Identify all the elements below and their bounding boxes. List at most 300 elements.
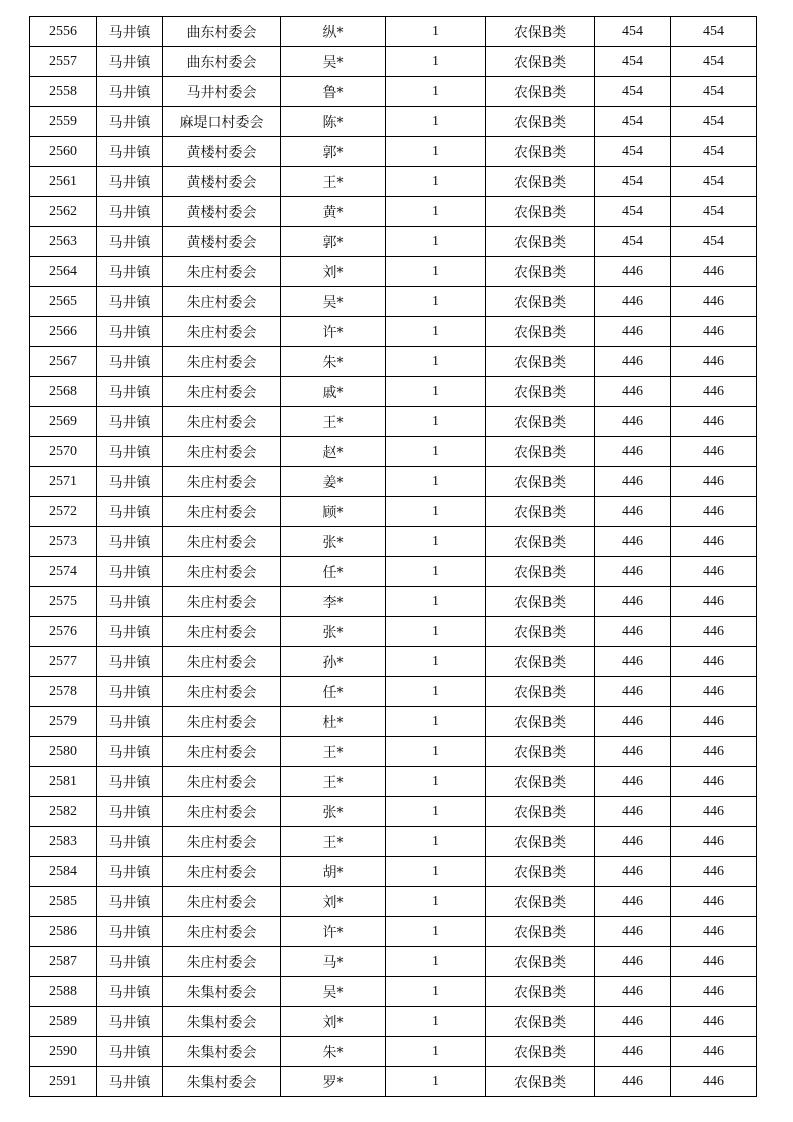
total-amount-cell: 446 <box>671 677 757 707</box>
count-cell: 1 <box>386 197 486 227</box>
amount-cell: 446 <box>595 527 671 557</box>
amount-cell: 454 <box>595 77 671 107</box>
village-committee-cell: 朱庄村委会 <box>163 257 281 287</box>
count-cell: 1 <box>386 647 486 677</box>
insurance-category-cell: 农保B类 <box>486 887 595 917</box>
town-name-cell: 马井镇 <box>97 287 163 317</box>
count-cell: 1 <box>386 347 486 377</box>
total-amount-cell: 454 <box>671 227 757 257</box>
table-row <box>30 797 757 827</box>
table-row <box>30 347 757 377</box>
count-cell: 1 <box>386 917 486 947</box>
town-name-cell: 马井镇 <box>97 227 163 257</box>
amount-cell: 446 <box>595 707 671 737</box>
table-row <box>30 137 757 167</box>
amount-cell: 446 <box>595 617 671 647</box>
total-amount-cell: 446 <box>671 1007 757 1037</box>
row-number-cell: 2581 <box>30 767 97 797</box>
town-name-cell: 马井镇 <box>97 557 163 587</box>
insurance-category-cell: 农保B类 <box>486 707 595 737</box>
insurance-category-cell: 农保B类 <box>486 407 595 437</box>
total-amount-cell: 446 <box>671 407 757 437</box>
row-number-cell: 2589 <box>30 1007 97 1037</box>
table-row <box>30 647 757 677</box>
insurance-category-cell: 农保B类 <box>486 857 595 887</box>
count-cell: 1 <box>386 77 486 107</box>
insurance-category-cell: 农保B类 <box>486 767 595 797</box>
row-number-cell: 2569 <box>30 407 97 437</box>
total-amount-cell: 446 <box>671 827 757 857</box>
row-number-cell: 2564 <box>30 257 97 287</box>
amount-cell: 446 <box>595 887 671 917</box>
count-cell: 1 <box>386 287 486 317</box>
village-committee-cell: 朱庄村委会 <box>163 377 281 407</box>
village-committee-cell: 马井村委会 <box>163 77 281 107</box>
person-name-cell: 许* <box>281 317 386 347</box>
town-name-cell: 马井镇 <box>97 767 163 797</box>
row-number-cell: 2576 <box>30 617 97 647</box>
insurance-category-cell: 农保B类 <box>486 437 595 467</box>
count-cell: 1 <box>386 1037 486 1067</box>
village-committee-cell: 朱庄村委会 <box>163 947 281 977</box>
town-name-cell: 马井镇 <box>97 77 163 107</box>
town-name-cell: 马井镇 <box>97 107 163 137</box>
village-committee-cell: 朱庄村委会 <box>163 587 281 617</box>
count-cell: 1 <box>386 227 486 257</box>
table-row <box>30 317 757 347</box>
village-committee-cell: 朱庄村委会 <box>163 467 281 497</box>
village-committee-cell: 朱庄村委会 <box>163 527 281 557</box>
insurance-category-cell: 农保B类 <box>486 737 595 767</box>
count-cell: 1 <box>386 377 486 407</box>
count-cell: 1 <box>386 827 486 857</box>
person-name-cell: 王* <box>281 407 386 437</box>
insurance-category-cell: 农保B类 <box>486 197 595 227</box>
insurance-category-cell: 农保B类 <box>486 647 595 677</box>
total-amount-cell: 454 <box>671 47 757 77</box>
town-name-cell: 马井镇 <box>97 707 163 737</box>
amount-cell: 446 <box>595 677 671 707</box>
village-committee-cell: 朱集村委会 <box>163 977 281 1007</box>
village-committee-cell: 朱庄村委会 <box>163 437 281 467</box>
person-name-cell: 戚* <box>281 377 386 407</box>
person-name-cell: 王* <box>281 167 386 197</box>
person-name-cell: 陈* <box>281 107 386 137</box>
town-name-cell: 马井镇 <box>97 17 163 47</box>
person-name-cell: 胡* <box>281 857 386 887</box>
amount-cell: 446 <box>595 407 671 437</box>
town-name-cell: 马井镇 <box>97 197 163 227</box>
insurance-category-cell: 农保B类 <box>486 227 595 257</box>
total-amount-cell: 446 <box>671 347 757 377</box>
count-cell: 1 <box>386 137 486 167</box>
total-amount-cell: 446 <box>671 737 757 767</box>
row-number-cell: 2591 <box>30 1067 97 1097</box>
count-cell: 1 <box>386 257 486 287</box>
village-committee-cell: 朱庄村委会 <box>163 617 281 647</box>
town-name-cell: 马井镇 <box>97 1037 163 1067</box>
table-row <box>30 227 757 257</box>
count-cell: 1 <box>386 527 486 557</box>
insurance-category-cell: 农保B类 <box>486 167 595 197</box>
insurance-category-cell: 农保B类 <box>486 107 595 137</box>
count-cell: 1 <box>386 47 486 77</box>
total-amount-cell: 446 <box>671 797 757 827</box>
person-name-cell: 王* <box>281 767 386 797</box>
table-row <box>30 167 757 197</box>
village-committee-cell: 朱庄村委会 <box>163 347 281 377</box>
amount-cell: 454 <box>595 17 671 47</box>
amount-cell: 454 <box>595 47 671 77</box>
person-name-cell: 顾* <box>281 497 386 527</box>
count-cell: 1 <box>386 107 486 137</box>
count-cell: 1 <box>386 317 486 347</box>
town-name-cell: 马井镇 <box>97 917 163 947</box>
row-number-cell: 2568 <box>30 377 97 407</box>
village-committee-cell: 朱庄村委会 <box>163 557 281 587</box>
total-amount-cell: 446 <box>671 527 757 557</box>
village-committee-cell: 朱庄村委会 <box>163 707 281 737</box>
person-name-cell: 姜* <box>281 467 386 497</box>
town-name-cell: 马井镇 <box>97 797 163 827</box>
amount-cell: 446 <box>595 947 671 977</box>
benefit-roster-table <box>29 16 757 1097</box>
table-row <box>30 1037 757 1067</box>
table-row <box>30 767 757 797</box>
town-name-cell: 马井镇 <box>97 617 163 647</box>
person-name-cell: 吴* <box>281 977 386 1007</box>
person-name-cell: 黄* <box>281 197 386 227</box>
total-amount-cell: 446 <box>671 557 757 587</box>
insurance-category-cell: 农保B类 <box>486 47 595 77</box>
town-name-cell: 马井镇 <box>97 347 163 377</box>
table-row <box>30 707 757 737</box>
town-name-cell: 马井镇 <box>97 257 163 287</box>
town-name-cell: 马井镇 <box>97 317 163 347</box>
table-row <box>30 557 757 587</box>
insurance-category-cell: 农保B类 <box>486 377 595 407</box>
insurance-category-cell: 农保B类 <box>486 287 595 317</box>
row-number-cell: 2571 <box>30 467 97 497</box>
total-amount-cell: 446 <box>671 947 757 977</box>
person-name-cell: 任* <box>281 557 386 587</box>
total-amount-cell: 446 <box>671 257 757 287</box>
village-committee-cell: 朱庄村委会 <box>163 827 281 857</box>
row-number-cell: 2578 <box>30 677 97 707</box>
insurance-category-cell: 农保B类 <box>486 827 595 857</box>
insurance-category-cell: 农保B类 <box>486 137 595 167</box>
count-cell: 1 <box>386 977 486 1007</box>
village-committee-cell: 朱庄村委会 <box>163 737 281 767</box>
town-name-cell: 马井镇 <box>97 1067 163 1097</box>
person-name-cell: 刘* <box>281 257 386 287</box>
table-row <box>30 737 757 767</box>
person-name-cell: 罗* <box>281 1067 386 1097</box>
amount-cell: 454 <box>595 137 671 167</box>
table-row <box>30 437 757 467</box>
total-amount-cell: 454 <box>671 17 757 47</box>
village-committee-cell: 朱集村委会 <box>163 1067 281 1097</box>
amount-cell: 446 <box>595 767 671 797</box>
total-amount-cell: 446 <box>671 887 757 917</box>
amount-cell: 454 <box>595 167 671 197</box>
person-name-cell: 朱* <box>281 347 386 377</box>
table-row <box>30 47 757 77</box>
row-number-cell: 2561 <box>30 167 97 197</box>
total-amount-cell: 446 <box>671 917 757 947</box>
total-amount-cell: 446 <box>671 587 757 617</box>
count-cell: 1 <box>386 437 486 467</box>
insurance-category-cell: 农保B类 <box>486 977 595 1007</box>
total-amount-cell: 446 <box>671 707 757 737</box>
row-number-cell: 2577 <box>30 647 97 677</box>
table-row <box>30 407 757 437</box>
village-committee-cell: 朱庄村委会 <box>163 647 281 677</box>
count-cell: 1 <box>386 887 486 917</box>
table-row <box>30 467 757 497</box>
table-row <box>30 107 757 137</box>
village-committee-cell: 朱庄村委会 <box>163 497 281 527</box>
person-name-cell: 张* <box>281 527 386 557</box>
town-name-cell: 马井镇 <box>97 857 163 887</box>
table-row <box>30 17 757 47</box>
row-number-cell: 2560 <box>30 137 97 167</box>
count-cell: 1 <box>386 17 486 47</box>
row-number-cell: 2572 <box>30 497 97 527</box>
table-row <box>30 947 757 977</box>
person-name-cell: 张* <box>281 617 386 647</box>
table-row <box>30 617 757 647</box>
table-row <box>30 677 757 707</box>
row-number-cell: 2586 <box>30 917 97 947</box>
village-committee-cell: 朱庄村委会 <box>163 767 281 797</box>
person-name-cell: 吴* <box>281 47 386 77</box>
row-number-cell: 2584 <box>30 857 97 887</box>
row-number-cell: 2574 <box>30 557 97 587</box>
town-name-cell: 马井镇 <box>97 497 163 527</box>
insurance-category-cell: 农保B类 <box>486 467 595 497</box>
amount-cell: 446 <box>595 467 671 497</box>
amount-cell: 446 <box>595 587 671 617</box>
insurance-category-cell: 农保B类 <box>486 1067 595 1097</box>
village-committee-cell: 朱庄村委会 <box>163 797 281 827</box>
row-number-cell: 2579 <box>30 707 97 737</box>
town-name-cell: 马井镇 <box>97 887 163 917</box>
town-name-cell: 马井镇 <box>97 1007 163 1037</box>
person-name-cell: 吴* <box>281 287 386 317</box>
total-amount-cell: 446 <box>671 647 757 677</box>
town-name-cell: 马井镇 <box>97 647 163 677</box>
amount-cell: 446 <box>595 1007 671 1037</box>
village-committee-cell: 朱集村委会 <box>163 1007 281 1037</box>
town-name-cell: 马井镇 <box>97 737 163 767</box>
insurance-category-cell: 农保B类 <box>486 347 595 377</box>
total-amount-cell: 446 <box>671 1067 757 1097</box>
person-name-cell: 孙* <box>281 647 386 677</box>
table-row <box>30 197 757 227</box>
amount-cell: 454 <box>595 227 671 257</box>
amount-cell: 446 <box>595 857 671 887</box>
town-name-cell: 马井镇 <box>97 407 163 437</box>
person-name-cell: 纵* <box>281 17 386 47</box>
amount-cell: 446 <box>595 497 671 527</box>
table-row <box>30 527 757 557</box>
total-amount-cell: 454 <box>671 137 757 167</box>
village-committee-cell: 麻堤口村委会 <box>163 107 281 137</box>
count-cell: 1 <box>386 797 486 827</box>
count-cell: 1 <box>386 407 486 437</box>
row-number-cell: 2570 <box>30 437 97 467</box>
total-amount-cell: 446 <box>671 287 757 317</box>
person-name-cell: 郭* <box>281 137 386 167</box>
row-number-cell: 2557 <box>30 47 97 77</box>
amount-cell: 446 <box>595 827 671 857</box>
amount-cell: 454 <box>595 197 671 227</box>
insurance-category-cell: 农保B类 <box>486 677 595 707</box>
count-cell: 1 <box>386 467 486 497</box>
total-amount-cell: 446 <box>671 467 757 497</box>
village-committee-cell: 黄楼村委会 <box>163 137 281 167</box>
amount-cell: 446 <box>595 977 671 1007</box>
total-amount-cell: 446 <box>671 317 757 347</box>
person-name-cell: 刘* <box>281 1007 386 1037</box>
total-amount-cell: 454 <box>671 77 757 107</box>
person-name-cell: 杜* <box>281 707 386 737</box>
count-cell: 1 <box>386 737 486 767</box>
table-row <box>30 497 757 527</box>
total-amount-cell: 446 <box>671 497 757 527</box>
village-committee-cell: 朱庄村委会 <box>163 677 281 707</box>
row-number-cell: 2559 <box>30 107 97 137</box>
insurance-category-cell: 农保B类 <box>486 77 595 107</box>
row-number-cell: 2567 <box>30 347 97 377</box>
count-cell: 1 <box>386 587 486 617</box>
total-amount-cell: 446 <box>671 977 757 1007</box>
total-amount-cell: 446 <box>671 437 757 467</box>
person-name-cell: 朱* <box>281 1037 386 1067</box>
row-number-cell: 2585 <box>30 887 97 917</box>
person-name-cell: 王* <box>281 827 386 857</box>
village-committee-cell: 朱庄村委会 <box>163 917 281 947</box>
insurance-category-cell: 农保B类 <box>486 497 595 527</box>
table-row <box>30 587 757 617</box>
insurance-category-cell: 农保B类 <box>486 257 595 287</box>
table-row <box>30 857 757 887</box>
row-number-cell: 2588 <box>30 977 97 1007</box>
table-row <box>30 1007 757 1037</box>
amount-cell: 446 <box>595 557 671 587</box>
row-number-cell: 2587 <box>30 947 97 977</box>
village-committee-cell: 朱庄村委会 <box>163 317 281 347</box>
row-number-cell: 2573 <box>30 527 97 557</box>
village-committee-cell: 曲东村委会 <box>163 17 281 47</box>
table-row <box>30 77 757 107</box>
table-row <box>30 257 757 287</box>
town-name-cell: 马井镇 <box>97 47 163 77</box>
amount-cell: 446 <box>595 317 671 347</box>
amount-cell: 446 <box>595 797 671 827</box>
village-committee-cell: 朱集村委会 <box>163 1037 281 1067</box>
person-name-cell: 马* <box>281 947 386 977</box>
count-cell: 1 <box>386 1007 486 1037</box>
amount-cell: 454 <box>595 107 671 137</box>
town-name-cell: 马井镇 <box>97 527 163 557</box>
town-name-cell: 马井镇 <box>97 467 163 497</box>
amount-cell: 446 <box>595 917 671 947</box>
row-number-cell: 2565 <box>30 287 97 317</box>
town-name-cell: 马井镇 <box>97 677 163 707</box>
row-number-cell: 2556 <box>30 17 97 47</box>
town-name-cell: 马井镇 <box>97 827 163 857</box>
town-name-cell: 马井镇 <box>97 947 163 977</box>
amount-cell: 446 <box>595 647 671 677</box>
row-number-cell: 2582 <box>30 797 97 827</box>
amount-cell: 446 <box>595 377 671 407</box>
table-row <box>30 917 757 947</box>
count-cell: 1 <box>386 857 486 887</box>
count-cell: 1 <box>386 677 486 707</box>
count-cell: 1 <box>386 617 486 647</box>
total-amount-cell: 446 <box>671 857 757 887</box>
table-row <box>30 377 757 407</box>
insurance-category-cell: 农保B类 <box>486 1007 595 1037</box>
table-row <box>30 1067 757 1097</box>
amount-cell: 446 <box>595 257 671 287</box>
insurance-category-cell: 农保B类 <box>486 557 595 587</box>
person-name-cell: 刘* <box>281 887 386 917</box>
insurance-category-cell: 农保B类 <box>486 917 595 947</box>
person-name-cell: 王* <box>281 737 386 767</box>
total-amount-cell: 454 <box>671 197 757 227</box>
town-name-cell: 马井镇 <box>97 377 163 407</box>
insurance-category-cell: 农保B类 <box>486 527 595 557</box>
person-name-cell: 郭* <box>281 227 386 257</box>
table-row <box>30 287 757 317</box>
amount-cell: 446 <box>595 437 671 467</box>
row-number-cell: 2558 <box>30 77 97 107</box>
row-number-cell: 2590 <box>30 1037 97 1067</box>
total-amount-cell: 454 <box>671 167 757 197</box>
person-name-cell: 李* <box>281 587 386 617</box>
town-name-cell: 马井镇 <box>97 167 163 197</box>
town-name-cell: 马井镇 <box>97 587 163 617</box>
insurance-category-cell: 农保B类 <box>486 317 595 347</box>
village-committee-cell: 朱庄村委会 <box>163 287 281 317</box>
town-name-cell: 马井镇 <box>97 437 163 467</box>
village-committee-cell: 黄楼村委会 <box>163 227 281 257</box>
person-name-cell: 任* <box>281 677 386 707</box>
person-name-cell: 赵* <box>281 437 386 467</box>
table-row <box>30 887 757 917</box>
amount-cell: 446 <box>595 347 671 377</box>
town-name-cell: 马井镇 <box>97 137 163 167</box>
person-name-cell: 许* <box>281 917 386 947</box>
amount-cell: 446 <box>595 737 671 767</box>
total-amount-cell: 446 <box>671 617 757 647</box>
person-name-cell: 张* <box>281 797 386 827</box>
village-committee-cell: 朱庄村委会 <box>163 407 281 437</box>
total-amount-cell: 446 <box>671 377 757 407</box>
insurance-category-cell: 农保B类 <box>486 587 595 617</box>
village-committee-cell: 朱庄村委会 <box>163 857 281 887</box>
total-amount-cell: 454 <box>671 107 757 137</box>
person-name-cell: 鲁* <box>281 77 386 107</box>
row-number-cell: 2562 <box>30 197 97 227</box>
row-number-cell: 2575 <box>30 587 97 617</box>
table-row <box>30 977 757 1007</box>
village-committee-cell: 曲东村委会 <box>163 47 281 77</box>
village-committee-cell: 黄楼村委会 <box>163 167 281 197</box>
